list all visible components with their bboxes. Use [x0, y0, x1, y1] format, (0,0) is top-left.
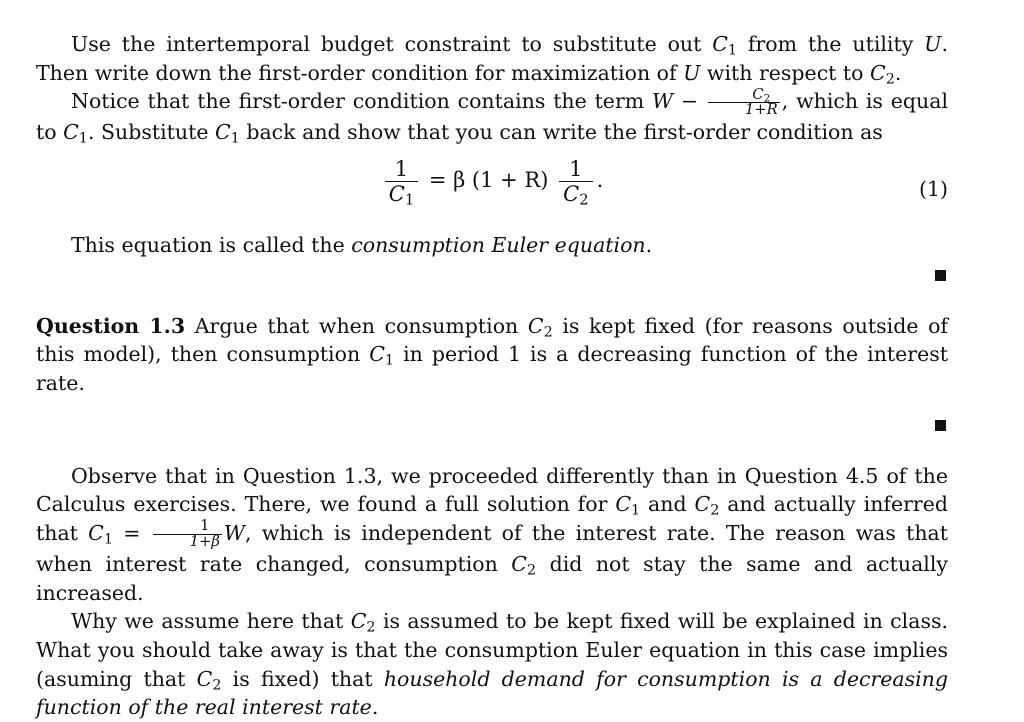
math-c2: $C_2$: [870, 60, 895, 88]
math-c1: $C_1$: [712, 32, 738, 59]
text: , which is independent of the interest rate. The reason was that when interest rate changed, consumption: [36, 521, 948, 576]
text: This equation is called the: [71, 232, 352, 257]
math-c1: $C_1$: [214, 120, 240, 147]
text: Argue that when consumption: [185, 313, 528, 338]
paragraph-euler-name: [36, 231, 948, 260]
math-w: W: [652, 89, 674, 114]
math-u: U: [924, 32, 942, 56]
paragraph-observe: [36, 462, 948, 608]
text: is kept fixed (for reasons outside of this model), then consumption: [36, 313, 949, 367]
text: Observe that in Question 1.3, we proceeded differently than in Question 4.5 of the Calculus exercises. There, we found a full solution for: [36, 463, 948, 517]
math-c1: $C_1$: [369, 342, 395, 369]
question-label: Question 1.3: [36, 313, 186, 338]
text: in period 1 is a decreasing function of the interest rate.: [36, 342, 948, 395]
equation-middle: = β (1 + R): [422, 168, 556, 193]
text: and: [640, 492, 695, 517]
text: is assumed to be kept fixed will be explained in class. What you should take away is that the consumption Euler equation in this case implies (asuming that: [36, 609, 949, 691]
math-c2: $C_2$: [511, 551, 537, 579]
emphasis-euler-equation: consumption Euler equation: [351, 232, 646, 257]
text: .: [645, 232, 653, 257]
equation-number: (1): [918, 176, 948, 201]
math-c2: $C_2$: [196, 666, 222, 694]
math-u: U: [683, 60, 701, 85]
emphasis-takeaway: household demand for consumption is a decreasing function of the real interest rate: [36, 666, 949, 720]
document-page: [36, 30, 948, 722]
math-c1: $C_1$: [63, 120, 88, 147]
paragraph-foc-term: [36, 87, 948, 146]
math-c2: $C_2$: [527, 313, 553, 341]
fraction-1-over-1plusbeta: $\frac{1}{1+\beta}$: [153, 519, 222, 550]
minus-sign: −: [673, 89, 706, 114]
text: is fixed) that: [221, 666, 384, 691]
fraction-c2-over-1plusr: $\frac{C_2}{1+R}$: [708, 88, 780, 119]
text: did not stay the same and actually increased.: [36, 551, 948, 605]
equation-period: .: [596, 168, 604, 193]
text: , which is equal to: [36, 89, 949, 145]
math-w: W: [223, 521, 245, 546]
text: . Then write down the first-order condition for maximization of: [36, 32, 948, 85]
math-c2: $C_2$: [694, 492, 720, 519]
qed-square-icon: [935, 420, 946, 431]
paragraph-why: [36, 607, 948, 722]
text: Why we assume here that: [71, 609, 351, 634]
qed-square-icon: [935, 270, 946, 281]
math-c2: $C_2$: [350, 609, 376, 636]
text: Notice that the first-order condition contains the term: [71, 89, 652, 114]
text: back and show that you can write the first-order condition as: [239, 120, 883, 145]
equals-sign: =: [112, 521, 151, 546]
text: .: [371, 695, 379, 720]
text: .: [894, 60, 902, 85]
euler-equation: [36, 147, 948, 231]
text: Use the intertemporal budget constraint to substitute out: [71, 32, 713, 56]
question-1-3: [36, 312, 948, 398]
qed-marker-2: [36, 410, 948, 438]
paragraph-substitute: [36, 30, 948, 87]
math-c1: $C_1$: [615, 492, 641, 519]
text: and actually inferred that: [36, 492, 948, 546]
fraction-1-over-c2: $\frac{1}{C_2}$: [559, 157, 592, 206]
text: . Substitute: [87, 120, 215, 145]
fraction-1-over-c1: $\frac{1}{C_1}$: [385, 157, 418, 206]
text: with respect to: [700, 60, 871, 85]
math-c1: $C_1$: [88, 521, 113, 548]
qed-marker-1: [36, 260, 948, 288]
text: from the utility: [737, 32, 925, 56]
